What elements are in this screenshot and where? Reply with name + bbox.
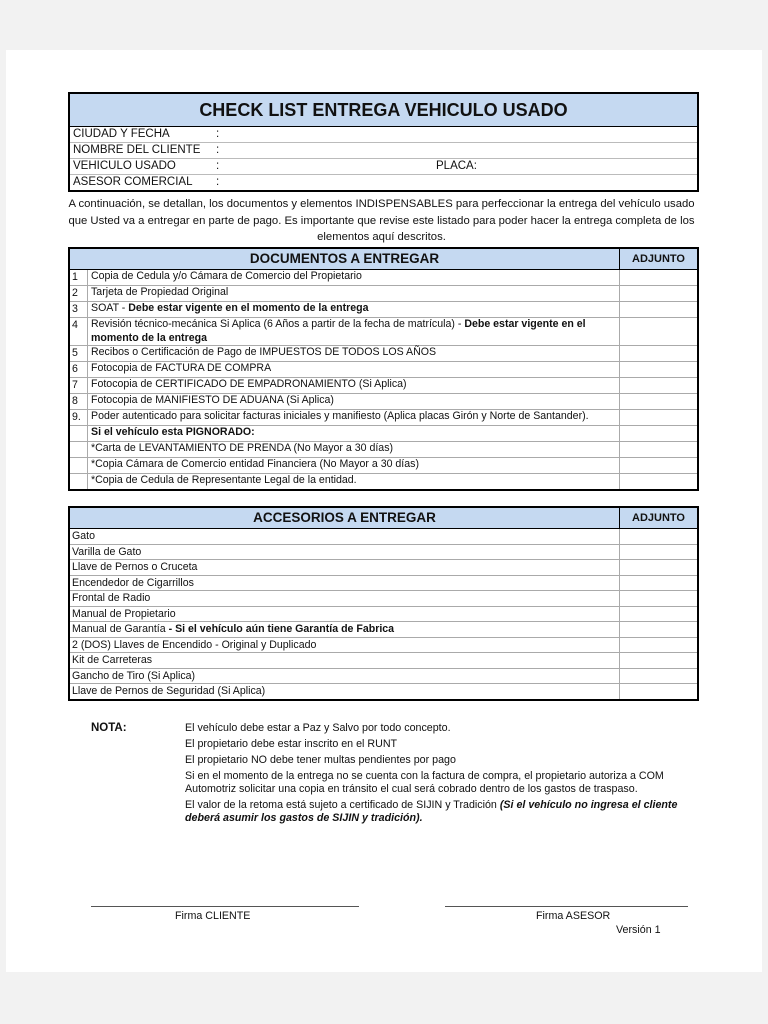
doc-row: 3 SOAT - Debe estar vigente en el momento de la entrega xyxy=(70,302,697,318)
pignorado-sub-row: *Carta de LEVANTAMIENTO DE PRENDA (No Mayor a 30 días) xyxy=(70,442,697,458)
doc-row: 4 Revisión técnico-mecánica Si Aplica (6 Años a partir de la fecha de matrícula) - Debe estar vigente en el momento de la entrega xyxy=(70,318,697,346)
accesorio-row: Kit de Carreteras xyxy=(70,653,697,669)
doc-row: 7 Fotocopia de CERTIFICADO DE EMPADRONAMIENTO (Si Aplica) xyxy=(70,378,697,394)
adjunto-cell[interactable] xyxy=(620,318,697,345)
adjunto-cell[interactable] xyxy=(620,378,697,393)
adjunto-cell[interactable] xyxy=(620,669,697,684)
adjunto-cell[interactable] xyxy=(620,545,697,560)
ciudad-fecha-row: CIUDAD Y FECHA : xyxy=(70,127,697,143)
adjunto-cell[interactable] xyxy=(620,410,697,425)
adjunto-cell[interactable] xyxy=(620,684,697,699)
accesorio-row: Llave de Pernos de Seguridad (Si Aplica) xyxy=(70,684,697,699)
pignorado-row: Si el vehículo esta PIGNORADO: xyxy=(70,426,697,442)
adjunto-cell[interactable] xyxy=(620,622,697,637)
adjunto-cell[interactable] xyxy=(620,474,697,489)
adjunto-cell[interactable] xyxy=(620,458,697,473)
nota-label: NOTA: xyxy=(91,722,127,734)
firma-cliente-label: Firma CLIENTE xyxy=(175,910,251,922)
adjunto-cell[interactable] xyxy=(620,302,697,317)
accesorio-row: Gato xyxy=(70,529,697,545)
accesorio-row: Llave de Pernos o Cruceta xyxy=(70,560,697,576)
accesorio-row: Gancho de Tiro (Si Aplica) xyxy=(70,669,697,685)
adjunto-cell[interactable] xyxy=(620,442,697,457)
accesorio-row: Manual de Garantía - Si el vehículo aún tiene Garantía de Fabrica xyxy=(70,622,697,638)
vehiculo-usado-row: VEHICULO USADO : PLACA: xyxy=(70,159,697,175)
accesorio-row: Varilla de Gato xyxy=(70,545,697,561)
version-label: Versión 1 xyxy=(616,924,661,936)
adjunto-cell[interactable] xyxy=(620,426,697,441)
adjunto-cell[interactable] xyxy=(620,270,697,285)
adjunto-cell[interactable] xyxy=(620,560,697,575)
document-title: CHECK LIST ENTREGA VEHICULO USADO xyxy=(70,94,697,127)
accesorios-table xyxy=(68,506,699,701)
doc-row: 1 Copia de Cedula y/o Cámara de Comercio del Propietario xyxy=(70,270,697,286)
adjunto-cell[interactable] xyxy=(620,394,697,409)
placa-label: PLACA: xyxy=(436,160,477,172)
adjunto-cell[interactable] xyxy=(620,529,697,544)
firma-cliente-line xyxy=(91,906,359,907)
accesorio-row: Manual de Propietario xyxy=(70,607,697,623)
doc-row: 8 Fotocopia de MANIFIESTO DE ADUANA (Si Aplica) xyxy=(70,394,697,410)
documentos-header: DOCUMENTOS A ENTREGAR ADJUNTO xyxy=(70,249,697,270)
nota-line-last: El valor de la retoma está sujeto a certificado de SIJIN y Tradición (Si el vehículo no ingresa el cliente deberá asumir los gastos de SIJIN y tradición). xyxy=(185,799,678,824)
doc-row: 9. Poder autenticado para solicitar facturas iniciales y manifiesto (Aplica placas Girón y Norte de Santander). xyxy=(70,410,697,426)
adjunto-cell[interactable] xyxy=(620,286,697,301)
nota-line: El propietario debe estar inscrito en el RUNT xyxy=(185,738,398,750)
documentos-table xyxy=(68,247,699,491)
asesor-comercial-label: ASESOR COMERCIAL xyxy=(73,176,193,188)
ciudad-fecha-label: CIUDAD Y FECHA xyxy=(73,128,170,140)
header-box xyxy=(68,92,699,192)
adjunto-cell[interactable] xyxy=(620,576,697,591)
pignorado-sub-row: *Copia de Cedula de Representante Legal de la entidad. xyxy=(70,474,697,489)
accesorio-row: 2 (DOS) Llaves de Encendido - Original y Duplicado xyxy=(70,638,697,654)
accesorio-row: Frontal de Radio xyxy=(70,591,697,607)
adjunto-cell[interactable] xyxy=(620,362,697,377)
nota-list xyxy=(185,722,695,828)
nombre-cliente-label: NOMBRE DEL CLIENTE xyxy=(73,144,201,156)
doc-row: 2 Tarjeta de Propiedad Original xyxy=(70,286,697,302)
pignorado-sub-row: *Copia Cámara de Comercio entidad Financiera (No Mayor a 30 días) xyxy=(70,458,697,474)
adjunto-cell[interactable] xyxy=(620,653,697,668)
nota-line: El vehículo debe estar a Paz y Salvo por todo concepto. xyxy=(185,722,451,734)
nota-line: El propietario NO debe tener multas pendientes por pago xyxy=(185,754,456,766)
accesorios-header: ACCESORIOS A ENTREGAR ADJUNTO xyxy=(70,508,697,529)
adjunto-cell[interactable] xyxy=(620,607,697,622)
adjunto-cell[interactable] xyxy=(620,638,697,653)
asesor-comercial-row: ASESOR COMERCIAL : xyxy=(73,176,220,188)
nombre-cliente-row: NOMBRE DEL CLIENTE : xyxy=(70,143,697,159)
doc-row: 6 Fotocopia de FACTURA DE COMPRA xyxy=(70,362,697,378)
adjunto-cell[interactable] xyxy=(620,591,697,606)
doc-row: 5 Recibos o Certificación de Pago de IMPUESTOS DE TODOS LOS AÑOS xyxy=(70,346,697,362)
adjunto-cell[interactable] xyxy=(620,346,697,361)
accesorio-row: Encendedor de Cigarrillos xyxy=(70,576,697,592)
firma-asesor-line xyxy=(445,906,688,907)
vehiculo-usado-label: VEHICULO USADO xyxy=(73,160,176,172)
firma-asesor-label: Firma ASESOR xyxy=(536,910,611,922)
nota-line: Si en el momento de la entrega no se cuenta con la factura de compra, el propietario autoriza a COM Automotriz solicitar una copia en tránsito el cual será cobrado dentro de los gastos de traspaso. xyxy=(185,770,664,795)
intro-paragraph: A continuación, se detallan, los documentos y elementos INDISPENSABLES para perfeccionar la entrega del vehículo usado que Usted va a entregar en parte de pago. Es importante que revise este listado para poder hacer la entrega completa de los elementos aquí descritos. xyxy=(68,198,695,243)
